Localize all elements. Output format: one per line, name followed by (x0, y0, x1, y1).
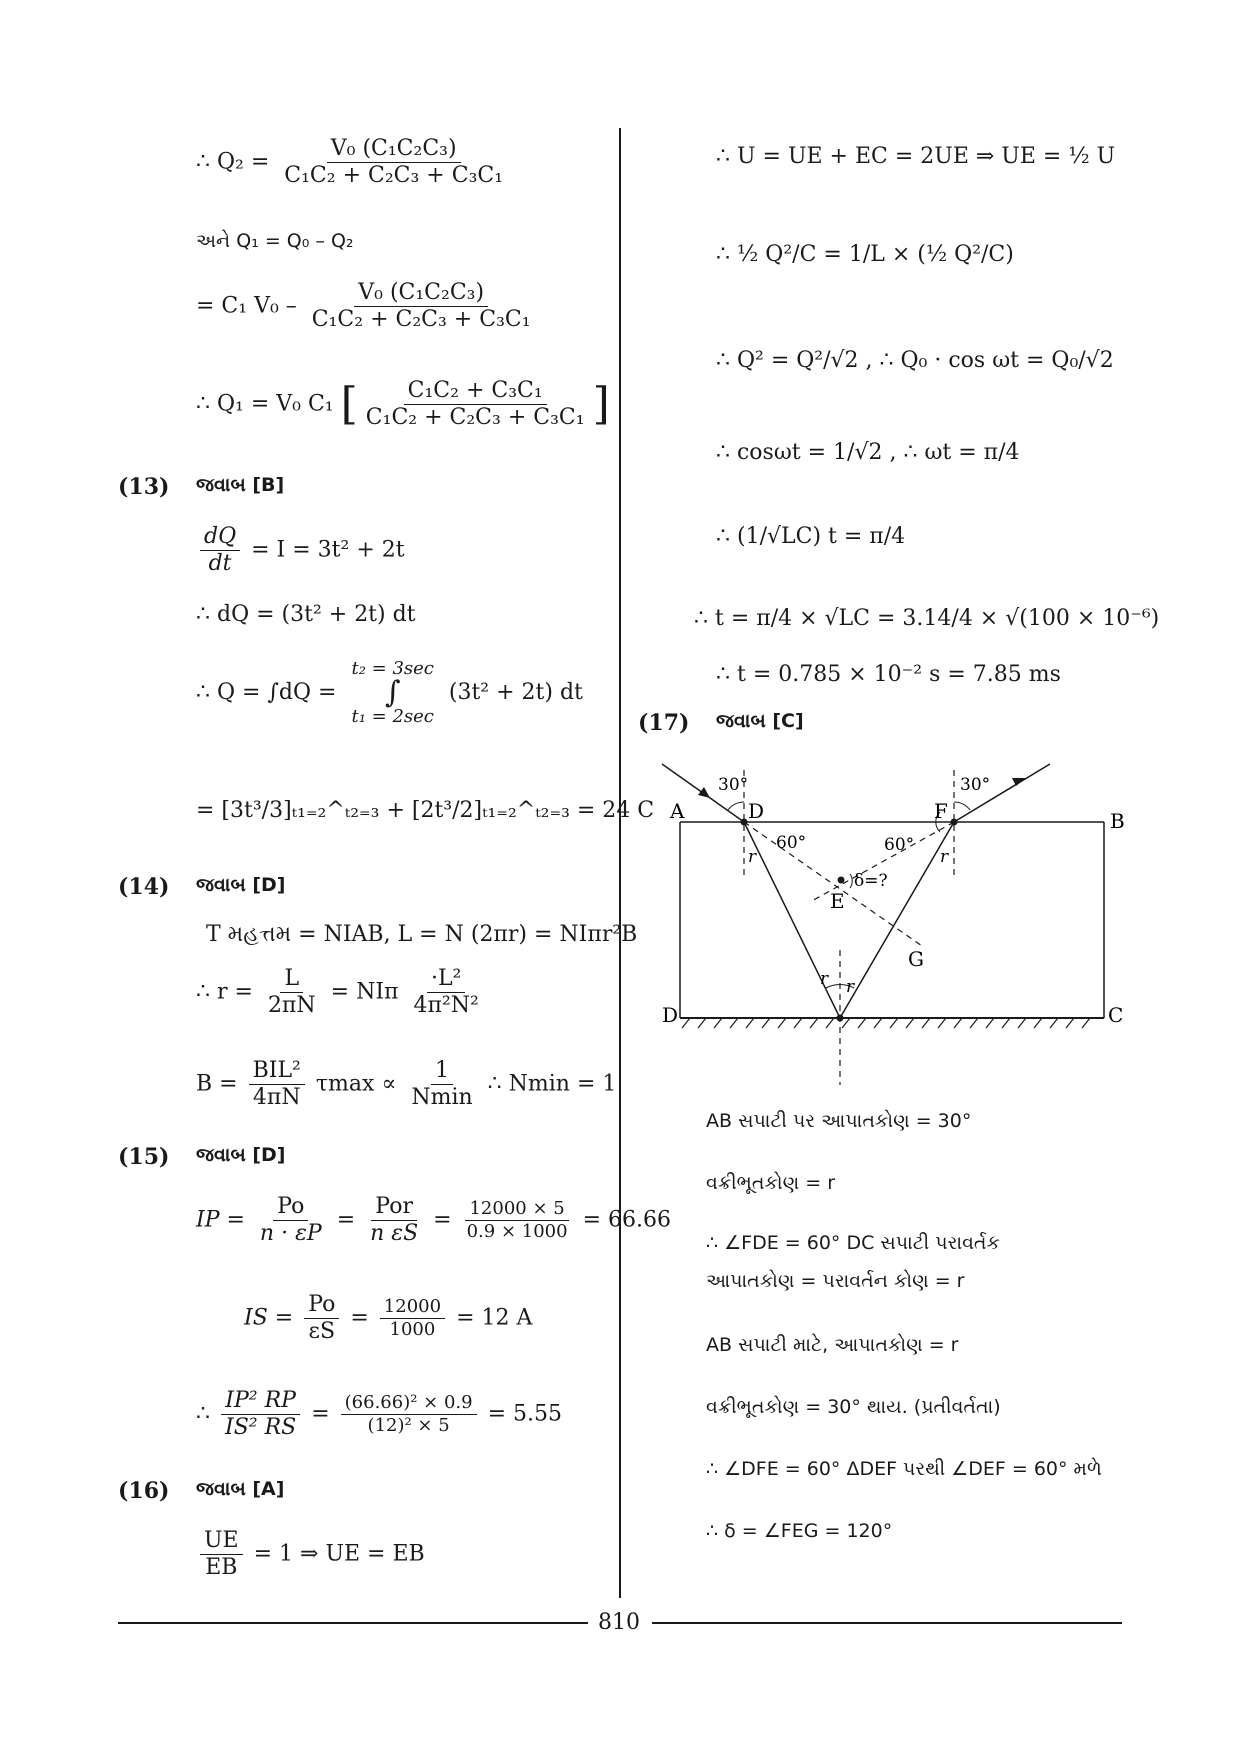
eq-q1-def: અને Q₁ = Q₀ – Q₂ (196, 230, 354, 252)
page-number: 810 (598, 1610, 640, 1635)
label-D-corner: D (662, 1003, 679, 1027)
label-angle-60-right: 60° (884, 835, 915, 855)
q16-answer: જવાબ [A] (196, 1478, 285, 1500)
label-G: G (908, 947, 924, 971)
label-angle-30-left: 30° (718, 775, 749, 795)
q13-answer: જવાબ [B] (196, 474, 285, 496)
eq-q2: ∴ Q₂ = $\frac{\text{V₀ (C₁C₂C₃)}}{\text{C₁C₂ + C₂C₃ + C₃C₁}}$ (196, 136, 504, 188)
q15-eq1: IP = $\frac{Po}{n \cdot \varepsilon P}$ = $\frac{\text{Por}}{\text{n εS}}$ = $\frac{12000 \times 5}{0.9 \times 1000}$ = 66.66 (196, 1194, 671, 1246)
eq-q1-final: ∴ Q₁ = V₀ C₁ [ $\frac{\text{C₁C₂ + C₃C₁}}{\text{C₁C₂ + C₂C₃ + C₃C₁}}$ ] (196, 378, 610, 430)
r-eq2: ∴ ½ Q²/C = 1/L × (½ Q²/C) (716, 242, 1014, 267)
q14-eq2: ∴ r = $\frac{L}{2\pi N}$ = NIπ $\frac{\text{·L²}}{\text{4π²N²}}$ (196, 966, 479, 1018)
q17-text-6: ∴ ∠DFE = 60° ΔDEF પરથી ∠DEF = 60° મળે (706, 1458, 1102, 1480)
q16-eq1: $\frac{UE}{EB}$ = 1 ⇒ UE = EB (196, 1530, 425, 1579)
r-eq3: ∴ Q² = Q²/√2 , ∴ Q₀ · cos ωt = Q₀/√2 (716, 348, 1114, 373)
q16-number: (16) (118, 1478, 170, 1504)
q13-eq4: = [3t³/3]ₜ₁₌₂^ₜ₂₌₃ + [2t³/2]ₜ₁₌₂^ₜ₂₌₃ = 24 C (196, 798, 655, 823)
q14-answer: જવાબ [D] (196, 874, 286, 896)
label-E: E (830, 889, 845, 913)
r-eq6: ∴ t = π/4 × √LC = 3.14/4 × √(100 × 10⁻⁶) (694, 606, 1160, 631)
q13-eq2: ∴ dQ = (3t² + 2t) dt (196, 602, 416, 627)
r-eq5: ∴ (1/√LC) t = π/4 (716, 524, 906, 549)
label-angle-60-left: 60° (776, 833, 807, 853)
refraction-diagram (650, 750, 1130, 1090)
label-r-bottom-left: r (820, 969, 829, 989)
q14-number: (14) (118, 874, 170, 900)
r-eq4: ∴ cosωt = 1/√2 , ∴ ωt = π/4 (716, 440, 1020, 465)
q15-answer: જવાબ [D] (196, 1144, 286, 1166)
label-r-right: r (940, 847, 949, 867)
q14-eq1: T મહત્તમ = NIAB, L = N (2πr) = NIπr²B (206, 922, 638, 947)
label-B: B (1110, 809, 1125, 833)
footer-rule-right (652, 1622, 1122, 1624)
label-F: F (934, 799, 948, 823)
label-r-bottom-right: r (846, 977, 855, 997)
q17-number: (17) (638, 710, 690, 736)
q17-text-3b: આપાતકોણ = પરાવર્તન કોણ = r (706, 1270, 965, 1292)
q15-number: (15) (118, 1144, 170, 1170)
q15-eq3: ∴ $\frac{\text{IP² RP}}{\text{IS² RS}}$ = $\frac{\text{(66.66)² × 0.9}}{\text{(12)² × 5}}$ = 5.55 (196, 1388, 563, 1440)
r-eq1: ∴ U = UE + EC = 2UE ⇒ UE = ½ U (716, 144, 1116, 169)
label-D-point: D (748, 799, 765, 823)
q17-answer: જવાબ [C] (716, 710, 804, 732)
label-A: A (670, 799, 685, 823)
q15-eq2: IS = $\frac{Po}{\varepsilon S}$ = $\frac{12000}{1000}$ = 12 A (244, 1292, 533, 1344)
footer-rule-left (118, 1622, 588, 1624)
q17-text-1: AB સપાટી પર આપાતકોણ = 30° (706, 1110, 972, 1132)
q13-eq3: ∴ Q = ∫dQ = t₂ = 3sec ∫ t₁ = 2sec (3t² + 2t) dt (196, 658, 583, 727)
label-angle-30-right: 30° (960, 775, 991, 795)
label-r-left: r (748, 847, 757, 867)
eq-q1-expand: = C₁ V₀ – $\frac{\text{V₀ (C₁C₂C₃)}}{\text{C₁C₂ + C₂C₃ + C₃C₁}}$ (196, 280, 531, 332)
q17-text-7: ∴ δ = ∠FEG = 120° (706, 1520, 893, 1542)
r-eq7: ∴ t = 0.785 × 10⁻² s = 7.85 ms (716, 662, 1061, 687)
q17-text-4: AB સપાટી માટે, આપાતકોણ = r (706, 1334, 959, 1356)
q17-text-2: વક્રીભૂતકોણ = r (706, 1172, 836, 1194)
label-C: C (1108, 1003, 1124, 1027)
column-divider (619, 128, 621, 1598)
q17-text-3a: ∴ ∠FDE = 60° DC સપાટી પરાવર્તક (706, 1232, 1000, 1254)
q17-text-5: વક્રીભૂતકોણ = 30° થાય. (પ્રતીવર્તતા) (706, 1396, 1001, 1418)
q13-number: (13) (118, 474, 170, 500)
label-delta: δ=? (854, 871, 888, 891)
q13-eq1: $\frac{dQ}{dt}$ = I = 3t² + 2t (196, 526, 405, 575)
q14-eq3: B = $\frac{\text{BIL²}}{4\pi N}$ τmax ∝ $\frac{1}{Nmin}$ ∴ Nmin = 1 (196, 1058, 617, 1110)
